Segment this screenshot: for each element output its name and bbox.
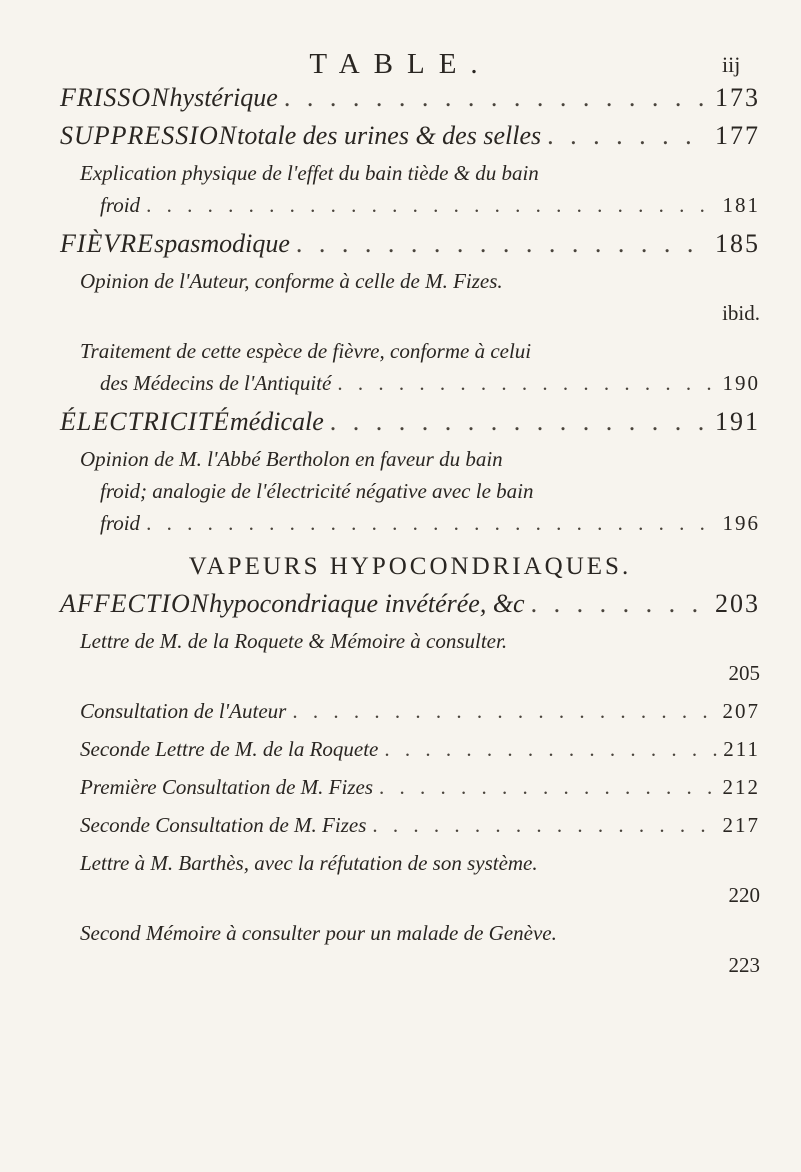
entry-subtitle: spasmodique: [154, 229, 290, 258]
toc-entry-affection: [60, 589, 760, 619]
leader-dots: [330, 407, 709, 437]
entry-heading: AFFECTION: [60, 589, 210, 618]
entry-page-number: 205: [728, 661, 760, 685]
entry-subtitle: médicale: [229, 407, 324, 436]
page-folio: iij: [722, 52, 741, 77]
entry-text-line: froid: [100, 193, 141, 217]
toc-subentry-traitement: [60, 335, 760, 399]
entry-text-line: des Médecins de l'Antiquité: [100, 371, 332, 395]
entry-heading: FIÈVRE: [60, 229, 155, 258]
entry-page-number: ibid.: [722, 301, 760, 325]
toc-entry-suppression: [60, 121, 760, 151]
entry-page-number: 220: [728, 883, 760, 907]
entry-text-line: Lettre à M. Barthès, avec la réfutation de son système.: [80, 851, 538, 875]
leader-dots: [292, 695, 716, 727]
entry-heading: ÉLECTRICITÉ: [60, 407, 230, 436]
leader-dots: [146, 507, 716, 539]
entry-page-number: 217: [722, 813, 760, 837]
entry-heading: SUPPRESSION: [60, 121, 238, 150]
entry-text-line: froid; analogie de l'électricité négative avec le bain: [100, 479, 534, 503]
toc-entry-fievre: [60, 229, 760, 259]
table-of-contents: [60, 75, 760, 981]
leader-dots: [379, 771, 717, 803]
leader-dots: [547, 121, 709, 151]
leader-dots: [146, 189, 716, 221]
entry-page-number: 191: [715, 407, 760, 436]
entry-text-line: Première Consultation de M. Fizes: [80, 775, 373, 799]
entry-text-line: Opinion de l'Auteur, conforme à celle de M. Fizes.: [80, 269, 503, 293]
entry-page-number: 181: [722, 193, 760, 217]
entry-heading: FRISSON: [60, 83, 170, 112]
toc-subentry-premiere-consultation: [60, 771, 760, 803]
entry-text-line: froid: [100, 511, 141, 535]
leader-dots: [284, 83, 709, 113]
entry-text-line: Seconde Consultation de M. Fizes: [80, 813, 367, 837]
leader-dots: [372, 809, 716, 841]
entry-page-number: 207: [722, 699, 760, 723]
entry-subtitle: hypocondriaque invétérée, &c: [209, 589, 525, 618]
toc-subentry-seconde-lettre: [60, 733, 760, 765]
toc-subentry-consultation-auteur: [60, 695, 760, 727]
entry-text-line: Explication physique de l'effet du bain tiède & du bain: [80, 161, 539, 185]
toc-subentry-lettre-barthes: [60, 847, 760, 911]
toc-entry-frisson: [60, 83, 760, 113]
entry-text-line: Opinion de M. l'Abbé Bertholon en faveur du bain: [80, 447, 503, 471]
entry-subtitle: totale des urines & des selles: [237, 121, 542, 150]
entry-text-line: Consultation de l'Auteur: [80, 699, 287, 723]
toc-subentry-opinion-bertholon: [60, 443, 760, 539]
entry-text-line: Seconde Lettre de M. de la Roquete: [80, 737, 379, 761]
entry-page-number: 212: [722, 775, 760, 799]
entry-page-number: 177: [715, 121, 760, 150]
leader-dots: [531, 589, 709, 619]
entry-page-number: 223: [728, 953, 760, 977]
entry-page-number: 173: [715, 83, 760, 112]
entry-page-number: 190: [722, 371, 760, 395]
entry-page-number: 203: [715, 589, 760, 618]
section-heading: VAPEURS HYPOCONDRIAQUES.: [188, 553, 632, 580]
toc-subentry-seconde-consultation: [60, 809, 760, 841]
toc-subentry-opinion-auteur: [60, 265, 760, 329]
toc-subentry-lettre-roquete: [60, 625, 760, 689]
entry-text-line: Lettre de M. de la Roquete & Mémoire à consulter.: [80, 629, 508, 653]
entry-page-number: 196: [722, 511, 760, 535]
toc-subentry-second-memoire: [60, 917, 760, 981]
toc-entry-electricite: [60, 407, 760, 437]
leader-dots: [296, 229, 709, 259]
entry-text-line: Second Mémoire à consulter pour un malade de Genève.: [80, 921, 557, 945]
leader-dots: [384, 733, 717, 765]
leader-dots: [337, 367, 716, 399]
entry-page-number: 211: [723, 737, 760, 761]
entry-subtitle: hystérique: [169, 83, 278, 112]
entry-text-line: Traitement de cette espèce de fièvre, conforme à celui: [80, 339, 532, 363]
toc-subentry-explication: [60, 157, 760, 221]
page-header-title: TABLE.: [309, 48, 492, 80]
entry-page-number: 185: [715, 229, 760, 258]
